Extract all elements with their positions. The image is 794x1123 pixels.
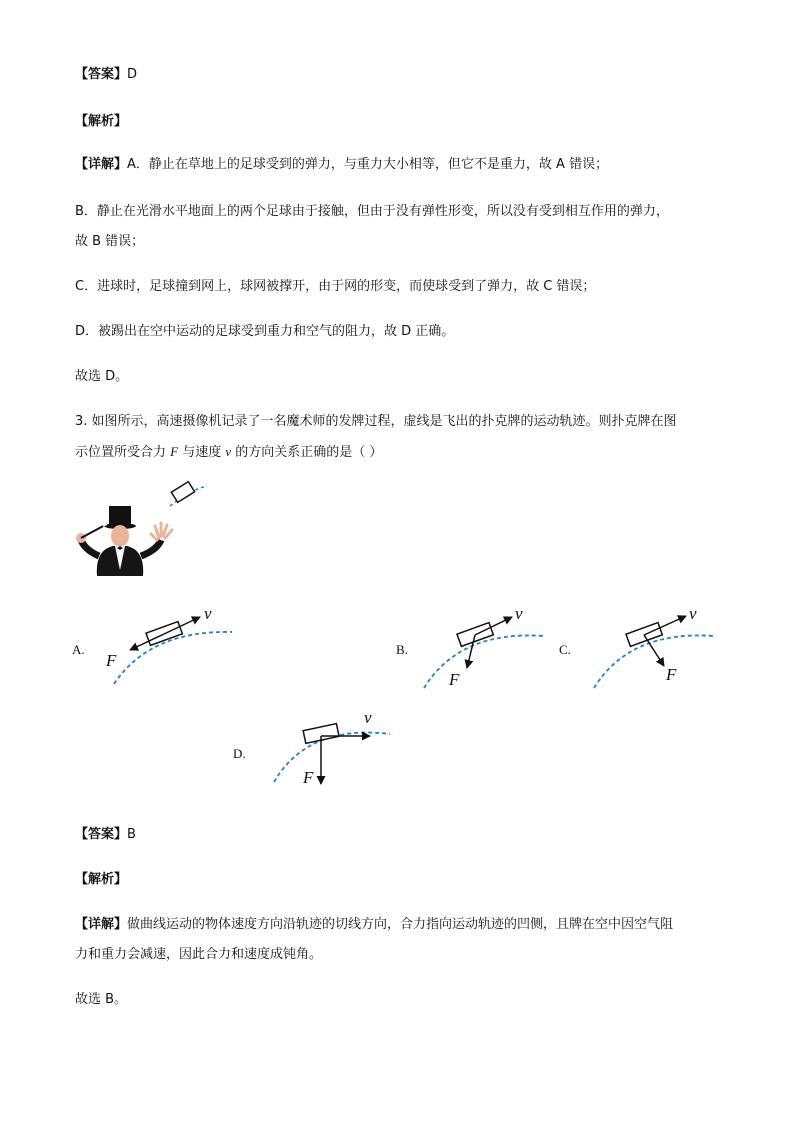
option-c-f-label: F — [666, 665, 677, 684]
option-b-trajectory — [424, 635, 544, 688]
answer-value: B — [127, 827, 136, 842]
option-b-label: B. — [396, 642, 408, 657]
answer-detail-line-2: 力和重力会减速，因此合力和速度成钝角。 — [75, 947, 323, 962]
prev-choose: 故选 D。 — [75, 369, 129, 384]
answer-tag: 【答案】 — [75, 67, 128, 82]
prev-detail-c: C．进球时，足球撞到网上，球网被撑开，由于网的形变，而使球受到了弹力，故 C 错误； — [75, 279, 596, 294]
prev-answer-line — [75, 66, 137, 84]
q-text-mid: 与速度 — [178, 445, 226, 460]
question-line-1: 3. 如图所示，高速摄像机记录了一名魔术师的发牌过程，虚线是飞出的扑克牌的运动轨迹。则扑克牌在图 — [75, 414, 677, 429]
q-velocity-symbol: v — [225, 444, 232, 459]
detail-text-1: 做曲线运动的物体速度方向沿轨迹的切线方向，合力指向运动轨迹的凹侧，且牌在空中因空气阻 — [127, 917, 674, 932]
detail-a-text: A．静止在草地上的足球受到的弹力，与重力大小相等，但它不是重力，故 A 错误； — [127, 157, 609, 172]
answer-tag: 【答案】 — [75, 827, 128, 842]
option-a-trajectory — [114, 632, 232, 684]
right-hand — [151, 523, 172, 540]
option-c-v-label: v — [689, 604, 697, 623]
option-a-label: A. — [72, 642, 85, 657]
q-text-pre: 示位置所受合力 — [75, 445, 171, 460]
answer-line — [75, 826, 136, 844]
answer-choose: 故选 B。 — [75, 992, 128, 1007]
prev-detail-b2: 故 B 错误； — [75, 234, 145, 249]
detail-tag: 【详解】 — [75, 157, 128, 172]
q-text-post: 的方向关系正确的是（ ） — [231, 445, 383, 460]
option-c-label: C. — [559, 642, 571, 657]
detail-tag: 【详解】 — [75, 917, 128, 932]
option-d-f-label: F — [303, 768, 314, 787]
prev-detail-a — [75, 156, 608, 174]
analysis-tag: 【解析】 — [75, 872, 128, 887]
option-d-v-label: v — [364, 708, 372, 727]
option-a-f-label: F — [106, 651, 117, 670]
option-c-diagram — [590, 600, 720, 695]
prev-detail-b1: B．静止在光滑水平地面上的两个足球由于接触，但由于没有弹性形变，所以没有受到相互作用的弹力， — [75, 204, 669, 219]
magician-illustration — [75, 478, 210, 576]
option-a-diagram — [100, 600, 240, 690]
q-force-symbol: F — [170, 444, 179, 459]
face — [111, 525, 129, 547]
option-d-trajectory — [274, 733, 390, 782]
option-a-v-label: v — [204, 604, 212, 623]
option-d-diagram — [268, 702, 398, 797]
prev-detail-d: D．被踢出在空中运动的足球受到重力和空气的阻力，故 D 正确。 — [75, 324, 455, 339]
option-b-diagram — [420, 600, 550, 695]
answer-value: D — [127, 67, 138, 82]
option-c-trajectory — [594, 635, 714, 688]
option-b-v-label: v — [515, 604, 523, 623]
answer-detail-line-1 — [75, 916, 673, 934]
option-d-label: D. — [233, 746, 246, 761]
option-b-f-label: F — [449, 670, 460, 689]
analysis-tag: 【解析】 — [75, 114, 128, 129]
flying-card — [171, 482, 194, 503]
question-line-2 — [75, 443, 382, 462]
